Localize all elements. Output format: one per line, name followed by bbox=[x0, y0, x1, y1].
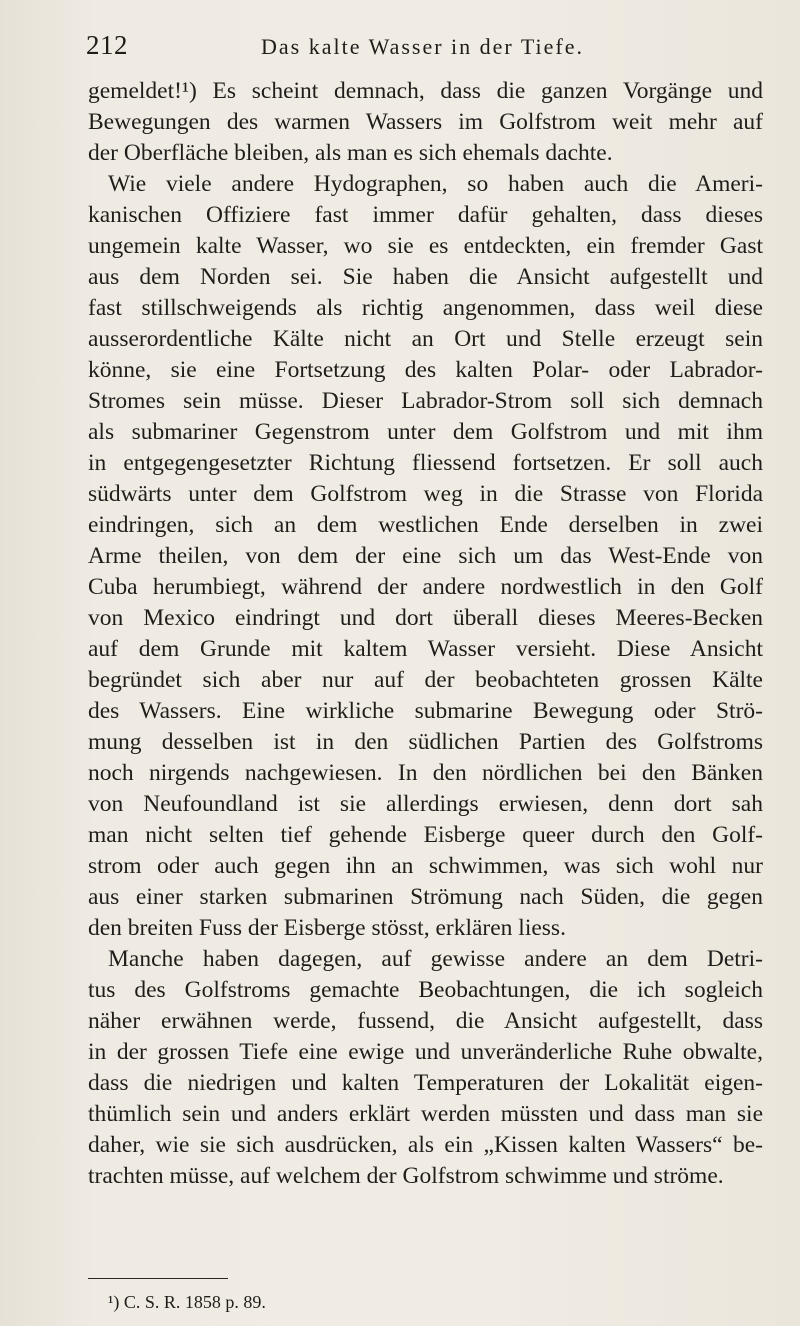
text-line: in entgegengesetzter Richtung fliessend fortsetzen. Er soll auch bbox=[88, 450, 763, 476]
text-line: Manche haben dagegen, auf gewisse andere an dem Detri- bbox=[108, 946, 763, 972]
footnote-divider bbox=[88, 1278, 228, 1279]
text-line: Wie viele andere Hydographen, so haben auch die Ameri- bbox=[108, 171, 763, 197]
text-line: den breiten Fuss der Eisberge stösst, erklären liess. bbox=[88, 915, 566, 941]
text-line: man nicht selten tief gehende Eisberge queer durch den Golf- bbox=[88, 822, 763, 848]
text-line: strom oder auch gegen ihn an schwimmen, was sich wohl nur bbox=[88, 853, 763, 879]
text-line: dass die niedrigen und kalten Temperaturen der Lokalität eigen- bbox=[88, 1070, 763, 1096]
paragraph bbox=[88, 76, 763, 169]
text-line: Arme theilen, von dem der eine sich um das West-Ende von bbox=[88, 543, 763, 569]
text-line: eindringen, sich an dem westlichen Ende derselben in zwei bbox=[88, 512, 763, 538]
text-line: auf dem Grunde mit kaltem Wasser versieht. Diese Ansicht bbox=[88, 636, 763, 662]
text-line: kanischen Offiziere fast immer dafür gehalten, dass dieses bbox=[88, 202, 763, 228]
text-line: daher, wie sie sich ausdrücken, als ein „Kissen kalten Wassers“ be- bbox=[88, 1132, 763, 1158]
text-line: als submariner Gegenstrom unter dem Golfstrom und mit ihm bbox=[88, 419, 763, 445]
text-line: fast stillschweigends als richtig angenommen, dass weil diese bbox=[88, 295, 763, 321]
text-line: gemeldet!¹) Es scheint demnach, dass die ganzen Vorgänge und bbox=[88, 78, 763, 104]
text-line: begründet sich aber nur auf der beobachteten grossen Kälte bbox=[88, 667, 763, 693]
footnote: ¹) C. S. R. 1858 p. 89. bbox=[108, 1292, 266, 1312]
text-line: tus des Golfstroms gemachte Beobachtungen, die ich sogleich bbox=[88, 977, 763, 1003]
text-line: von Mexico eindringt und dort überall dieses Meeres-Becken bbox=[88, 605, 763, 631]
text-line: thümlich sein und anders erklärt werden müssten und dass man sie bbox=[88, 1101, 763, 1127]
text-line: könne, sie eine Fortsetzung des kalten Polar- oder Labrador- bbox=[88, 357, 763, 383]
page-number: 212 bbox=[86, 30, 128, 60]
text-line: noch nirgends nachgewiesen. In den nördlichen bei den Bänken bbox=[88, 760, 763, 786]
text-line: aus dem Norden sei. Sie haben die Ansicht aufgestellt und bbox=[88, 264, 763, 290]
text-line: mung desselben ist in den südlichen Partien des Golfstroms bbox=[88, 729, 763, 755]
text-line: von Neufoundland ist sie allerdings erwiesen, denn dort sah bbox=[88, 791, 763, 817]
text-line: aus einer starken submarinen Strömung nach Süden, die gegen bbox=[88, 884, 763, 910]
text-line: trachten müsse, auf welchem der Golfstrom schwimme und ströme. bbox=[88, 1163, 724, 1189]
text-line: des Wassers. Eine wirkliche submarine Bewegung oder Strö- bbox=[88, 698, 763, 724]
paragraph bbox=[88, 169, 763, 944]
paragraph bbox=[88, 944, 763, 1192]
body-text bbox=[88, 76, 763, 1192]
text-line: in der grossen Tiefe eine ewige und unveränderliche Ruhe obwalte, bbox=[88, 1039, 763, 1065]
text-line: der Oberfläche bleiben, als man es sich ehemals dachte. bbox=[88, 140, 613, 166]
text-line: ungemein kalte Wasser, wo sie es entdeckten, ein fremder Gast bbox=[88, 233, 763, 259]
text-line: Cuba herumbiegt, während der andere nordwestlich in den Golf bbox=[88, 574, 763, 600]
page-header bbox=[86, 30, 786, 66]
text-line: ausserordentliche Kälte nicht an Ort und Stelle erzeugt sein bbox=[88, 326, 763, 352]
text-line: Bewegungen des warmen Wassers im Golfstrom weit mehr auf bbox=[88, 109, 763, 135]
text-line: Stromes sein müsse. Dieser Labrador-Strom soll sich demnach bbox=[88, 388, 763, 414]
text-line: näher erwähnen werde, fussend, die Ansicht aufgestellt, dass bbox=[88, 1008, 763, 1034]
running-title: Das kalte Wasser in der Tiefe. bbox=[261, 34, 584, 59]
text-line: südwärts unter dem Golfstrom weg in die Strasse von Florida bbox=[88, 481, 763, 507]
